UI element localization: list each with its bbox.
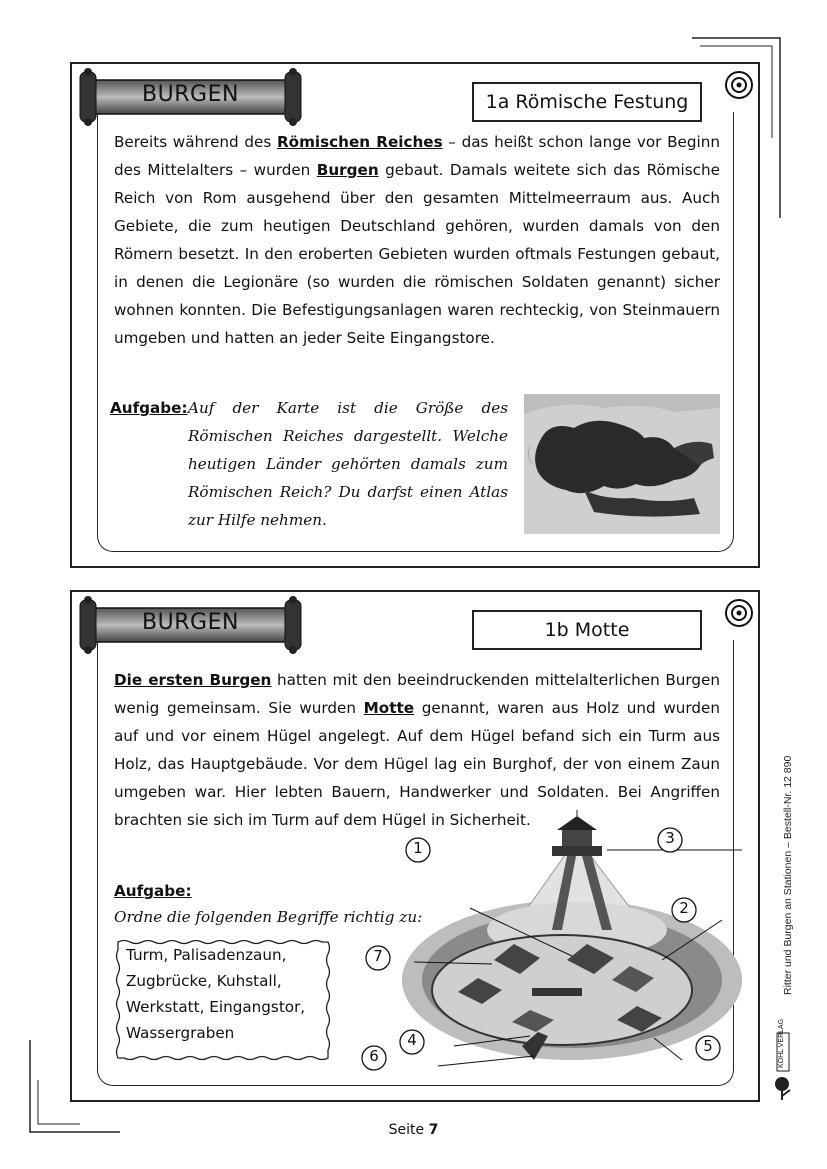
- target-icon: [724, 70, 754, 100]
- key-term: Burgen: [316, 161, 379, 179]
- scroll-title: BURGEN: [142, 82, 239, 107]
- publisher-name: KOHL VERLAG: [778, 1018, 785, 1068]
- paragraph-text: genannt, waren aus Holz und wurden auf und vor einem Hügel angelegt. Auf dem Hügel befand sich ein Turm aus Holz, das Hauptgebäude. Vor dem Hügel lag ein Burghof, der von einem Zaun umgeben war. Hier lebten Bauern, Handwerker und Soldaten. Bei Angriffen brachten sie sich im Turm auf dem Hügel in Sicherheit.: [114, 699, 720, 829]
- title-scroll-banner: [78, 66, 303, 128]
- station-card-1b: [70, 590, 760, 1102]
- roman-empire-map: [524, 394, 720, 534]
- callout-number: 7: [373, 947, 383, 965]
- callout-number: 2: [679, 899, 689, 917]
- task-label: Aufgabe:: [114, 882, 192, 900]
- page-label: Seite: [388, 1122, 425, 1138]
- target-icon: [724, 598, 754, 628]
- term-line: Zugbrücke, Kuhstall,: [126, 972, 282, 990]
- paragraph-text: gebaut. Damals weitete sich das Römische Reich von Rom ausgehend über den gesamten Mittelmeerraum aus. Auch Gebiete, die zum heutigen Deutschland gehören, wurden damals von den Römern besetzt. In den eroberten Gebieten wurden oftmals Festungen gebaut, in denen die Legionäre (so wurden die römischen Soldaten genannt) sicher wohnen konnten. Die Befestigungsanlagen waren rechteckig, von Steinmauern umgeben und hatten an jeder Seite Eingangstore.: [114, 161, 720, 347]
- task-label: Aufgabe:: [110, 399, 188, 417]
- terms-list: [120, 942, 328, 1060]
- scroll-title: BURGEN: [142, 610, 239, 635]
- page-number: 7: [428, 1122, 439, 1138]
- order-reference: Ritter und Burgen an Stationen – Bestell-Nr. 12 890: [782, 755, 794, 995]
- station-card-1a: [70, 62, 760, 568]
- term-line: Wassergraben: [126, 1024, 235, 1042]
- page-footer: [0, 1122, 827, 1138]
- station-label: 1a Römische Festung: [472, 82, 702, 122]
- paragraph-text: – das heißt schon lange vor Beginn des Mittelalters – wurden: [114, 133, 720, 179]
- callout-number: 6: [369, 1047, 379, 1065]
- callout-number: 5: [703, 1037, 713, 1055]
- key-term: Motte: [363, 699, 415, 717]
- term-line: Werkstatt, Eingangstor,: [126, 998, 306, 1016]
- task-text: Auf der Karte ist die Größe des Römischen Reiches dargestellt. Welche heutigen Länder gehörten damals zum Römischen Reich? Du darfst einen Atlas zur Hilfe nehmen.: [188, 399, 508, 529]
- key-term: Römischen Reiches: [276, 133, 443, 151]
- title-scroll-banner: [78, 594, 303, 656]
- station-label: 1b Motte: [472, 610, 702, 650]
- callout-number: 1: [413, 839, 423, 857]
- paragraph-text: Bereits während des: [114, 133, 277, 151]
- intro-paragraph: [114, 666, 720, 834]
- callout-number: 3: [665, 829, 675, 847]
- task-block: [110, 394, 520, 534]
- callout-number: 4: [407, 1031, 417, 1049]
- intro-paragraph: [114, 128, 720, 352]
- tree-logo-icon: [772, 1076, 796, 1102]
- key-term: Die ersten Burgen: [114, 671, 272, 689]
- task-text: Ordne die folgenden Begriffe richtig zu:: [114, 908, 423, 926]
- term-line: Turm, Palisadenzaun,: [126, 946, 287, 964]
- paragraph-text: hatten mit den beeindruckenden mittelalterlichen Burgen wenig gemeinsam. Sie wurden: [114, 671, 720, 717]
